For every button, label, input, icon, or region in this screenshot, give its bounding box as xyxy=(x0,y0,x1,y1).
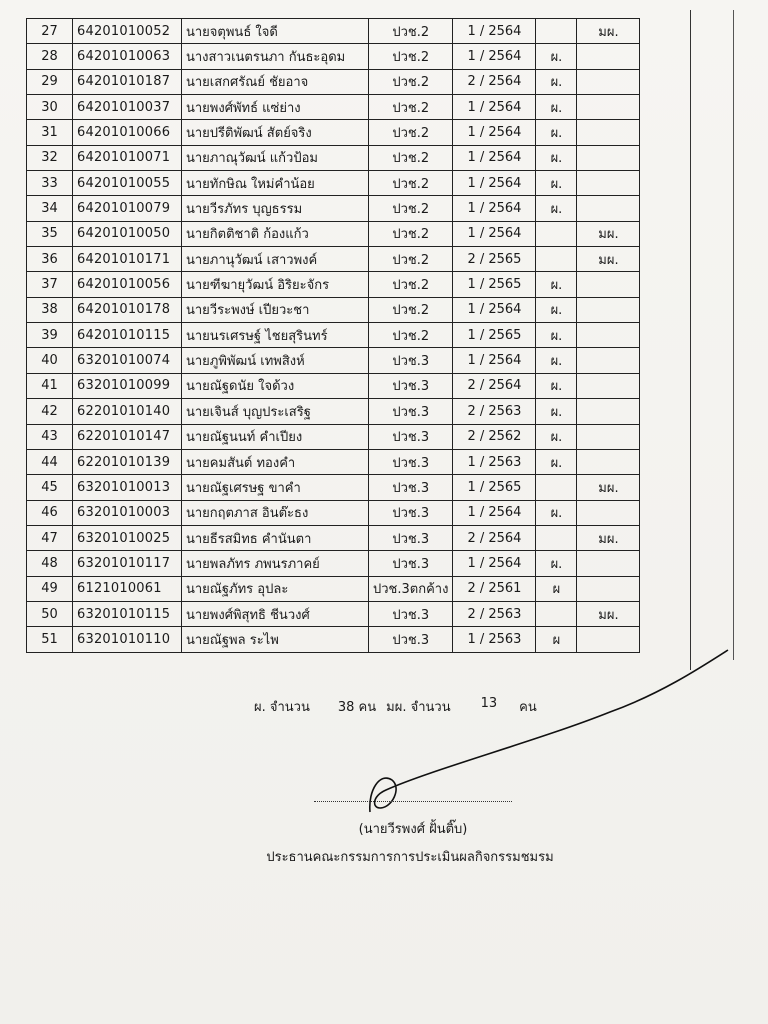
student-id: 63201010099 xyxy=(73,373,182,398)
pass-mark: ผ. xyxy=(536,500,577,525)
pass-mark: ผ. xyxy=(536,145,577,170)
row-number: 49 xyxy=(27,576,73,601)
student-id: 63201010013 xyxy=(73,475,182,500)
class-level: ปวช.2 xyxy=(369,120,453,145)
term-year: 2 / 2564 xyxy=(453,525,536,550)
student-name: นายนรเศรษฐ์ ไชยสุรินทร์ xyxy=(182,323,369,348)
pass-mark: ผ. xyxy=(536,95,577,120)
student-id: 63201010074 xyxy=(73,348,182,373)
student-name: นายกฤตภาส อินต๊ะธง xyxy=(182,500,369,525)
student-id: 64201010178 xyxy=(73,297,182,322)
pass-mark: ผ. xyxy=(536,449,577,474)
term-year: 1 / 2564 xyxy=(453,196,536,221)
class-level: ปวช.2 xyxy=(369,44,453,69)
row-number: 44 xyxy=(27,449,73,474)
student-id: 63201010117 xyxy=(73,551,182,576)
term-year: 1 / 2563 xyxy=(453,627,536,652)
term-year: 2 / 2561 xyxy=(453,576,536,601)
term-year: 1 / 2564 xyxy=(453,500,536,525)
term-year: 1 / 2564 xyxy=(453,145,536,170)
student-name: นายธีรสมิทธ คำนันตา xyxy=(182,525,369,550)
class-level: ปวช.3 xyxy=(369,525,453,550)
row-number: 37 xyxy=(27,272,73,297)
pass-mark: ผ. xyxy=(536,373,577,398)
pass-mark: ผ. xyxy=(536,69,577,94)
class-level: ปวช.2 xyxy=(369,297,453,322)
signer-title: ประธานคณะกรรมการการประเมินผลกิจกรรมชมรม xyxy=(266,850,554,865)
fail-count: 13 xyxy=(480,696,498,711)
pass-mark: ผ. xyxy=(536,323,577,348)
term-year: 1 / 2564 xyxy=(453,19,536,44)
row-number: 33 xyxy=(27,171,73,196)
student-name: นายณัฐนนท์ คำเปียง xyxy=(182,424,369,449)
class-level: ปวช.2 xyxy=(369,171,453,196)
student-name: นางสาวเนตรนภา กันธะอุดม xyxy=(182,44,369,69)
row-number: 31 xyxy=(27,120,73,145)
pass-mark: ผ xyxy=(536,576,577,601)
signature-line xyxy=(314,801,512,802)
fail-mark: มผ. xyxy=(577,525,640,550)
term-year: 2 / 2564 xyxy=(453,69,536,94)
fail-mark: มผ. xyxy=(577,221,640,246)
row-number: 34 xyxy=(27,196,73,221)
row-number: 48 xyxy=(27,551,73,576)
row-number: 29 xyxy=(27,69,73,94)
class-level: ปวช.3 xyxy=(369,399,453,424)
row-number: 35 xyxy=(27,221,73,246)
student-name: นายฑีฆายุวัฒน์ อิริยะจักร xyxy=(182,272,369,297)
term-year: 1 / 2565 xyxy=(453,272,536,297)
class-level: ปวช.3 xyxy=(369,551,453,576)
student-name: นายณัฐภัทร อุปละ xyxy=(182,576,369,601)
term-year: 1 / 2565 xyxy=(453,323,536,348)
term-year: 1 / 2563 xyxy=(453,449,536,474)
class-level: ปวช.2 xyxy=(369,196,453,221)
fail-mark: มผ. xyxy=(577,475,640,500)
class-level: ปวช.3 xyxy=(369,500,453,525)
fail-mark: มผ. xyxy=(577,601,640,626)
fail-label: มผ. จำนวน xyxy=(386,700,451,715)
student-id: 64201010115 xyxy=(73,323,182,348)
class-level: ปวช.2 xyxy=(369,69,453,94)
class-level: ปวช.3 xyxy=(369,601,453,626)
term-year: 2 / 2562 xyxy=(453,424,536,449)
row-number: 50 xyxy=(27,601,73,626)
class-level: ปวช.3 xyxy=(369,449,453,474)
class-level: ปวช.2 xyxy=(369,221,453,246)
row-number: 42 xyxy=(27,399,73,424)
term-year: 2 / 2563 xyxy=(453,601,536,626)
student-name: นายทักษิณ ใหม่คำน้อย xyxy=(182,171,369,196)
term-year: 2 / 2564 xyxy=(453,373,536,398)
term-year: 2 / 2565 xyxy=(453,247,536,272)
pass-mark: ผ. xyxy=(536,44,577,69)
term-year: 1 / 2564 xyxy=(453,120,536,145)
class-level: ปวช.2 xyxy=(369,19,453,44)
class-level: ปวช.3 xyxy=(369,627,453,652)
student-name: นายภูพิพัฒน์ เทพสิงห์ xyxy=(182,348,369,373)
student-name: นายวีรภัทร บุญธรรม xyxy=(182,196,369,221)
class-level: ปวช.2 xyxy=(369,323,453,348)
fail-mark: มผ. xyxy=(577,19,640,44)
student-id: 64201010052 xyxy=(73,19,182,44)
class-level: ปวช.3ตกค้าง xyxy=(369,576,453,601)
student-id: 64201010037 xyxy=(73,95,182,120)
student-id: 62201010140 xyxy=(73,399,182,424)
row-number: 27 xyxy=(27,19,73,44)
student-name: นายวีระพงษ์ เปียวะชา xyxy=(182,297,369,322)
student-name: นายเจินส์ บุญประเสริฐ xyxy=(182,399,369,424)
row-number: 51 xyxy=(27,627,73,652)
term-year: 1 / 2564 xyxy=(453,95,536,120)
row-number: 43 xyxy=(27,424,73,449)
student-id: 6121010061 xyxy=(73,576,182,601)
student-id: 64201010187 xyxy=(73,69,182,94)
row-number: 45 xyxy=(27,475,73,500)
student-name: นายภานุวัฒน์ เสาวพงค์ xyxy=(182,247,369,272)
pass-count: 38 คน xyxy=(337,700,377,715)
student-name: นายณัฐเศรษฐ ขาคำ xyxy=(182,475,369,500)
class-level: ปวช.3 xyxy=(369,373,453,398)
fail-unit: คน xyxy=(519,700,537,715)
row-number: 38 xyxy=(27,297,73,322)
signer-name: (นายวีรพงศ์ ฝั้นติ๊บ) xyxy=(358,822,468,837)
pass-mark: ผ xyxy=(536,627,577,652)
student-name: นายพลภัทร ภพนรภาคย์ xyxy=(182,551,369,576)
term-year: 1 / 2564 xyxy=(453,221,536,246)
class-level: ปวช.3 xyxy=(369,424,453,449)
student-name: นายพงศ์พิสุทธิ ชีนวงศ์ xyxy=(182,601,369,626)
row-number: 40 xyxy=(27,348,73,373)
student-id: 64201010056 xyxy=(73,272,182,297)
student-name: นายณัฐดนัย ใจด้วง xyxy=(182,373,369,398)
student-name: นายคมสันต์ ทองคำ xyxy=(182,449,369,474)
class-level: ปวช.3 xyxy=(369,348,453,373)
class-level: ปวช.2 xyxy=(369,247,453,272)
pass-mark: ผ. xyxy=(536,272,577,297)
student-id: 64201010071 xyxy=(73,145,182,170)
pass-mark: ผ. xyxy=(536,424,577,449)
pass-mark: ผ. xyxy=(536,551,577,576)
row-number: 28 xyxy=(27,44,73,69)
student-id: 63201010115 xyxy=(73,601,182,626)
row-number: 30 xyxy=(27,95,73,120)
row-number: 39 xyxy=(27,323,73,348)
term-year: 1 / 2564 xyxy=(453,348,536,373)
fail-mark: มผ. xyxy=(577,247,640,272)
student-id: 64201010171 xyxy=(73,247,182,272)
student-id: 64201010063 xyxy=(73,44,182,69)
row-number: 47 xyxy=(27,525,73,550)
student-id: 64201010066 xyxy=(73,120,182,145)
student-name: นายพงศ์พัทธ์ แซ่ย่าง xyxy=(182,95,369,120)
student-id: 64201010055 xyxy=(73,171,182,196)
term-year: 1 / 2565 xyxy=(453,475,536,500)
class-level: ปวช.2 xyxy=(369,145,453,170)
student-name: นายปรีติพัฒน์ สัตย์จริง xyxy=(182,120,369,145)
row-number: 41 xyxy=(27,373,73,398)
student-id: 64201010050 xyxy=(73,221,182,246)
student-id: 63201010110 xyxy=(73,627,182,652)
term-year: 1 / 2564 xyxy=(453,171,536,196)
student-name: นายภาณุวัฒน์ แก้วป้อม xyxy=(182,145,369,170)
term-year: 1 / 2564 xyxy=(453,44,536,69)
class-level: ปวช.2 xyxy=(369,95,453,120)
term-year: 1 / 2564 xyxy=(453,297,536,322)
student-id: 62201010147 xyxy=(73,424,182,449)
pass-mark: ผ. xyxy=(536,399,577,424)
student-name: นายกิตติชาติ ก้องแก้ว xyxy=(182,221,369,246)
pass-mark: ผ. xyxy=(536,196,577,221)
student-id: 62201010139 xyxy=(73,449,182,474)
term-year: 1 / 2564 xyxy=(453,551,536,576)
row-number: 32 xyxy=(27,145,73,170)
pass-mark: ผ. xyxy=(536,297,577,322)
student-name: นายเสกศรัณย์ ชัยอาจ xyxy=(182,69,369,94)
pass-label: ผ. จำนวน xyxy=(254,700,310,715)
term-year: 2 / 2563 xyxy=(453,399,536,424)
student-name: นายณัฐพล ระไพ xyxy=(182,627,369,652)
class-level: ปวช.2 xyxy=(369,272,453,297)
row-number: 36 xyxy=(27,247,73,272)
student-id: 64201010079 xyxy=(73,196,182,221)
class-level: ปวช.3 xyxy=(369,475,453,500)
pass-mark: ผ. xyxy=(536,171,577,196)
row-number: 46 xyxy=(27,500,73,525)
pass-mark: ผ. xyxy=(536,120,577,145)
student-id: 63201010025 xyxy=(73,525,182,550)
student-name: นายจตุพนธ์ ใจดี xyxy=(182,19,369,44)
student-id: 63201010003 xyxy=(73,500,182,525)
pass-mark: ผ. xyxy=(536,348,577,373)
